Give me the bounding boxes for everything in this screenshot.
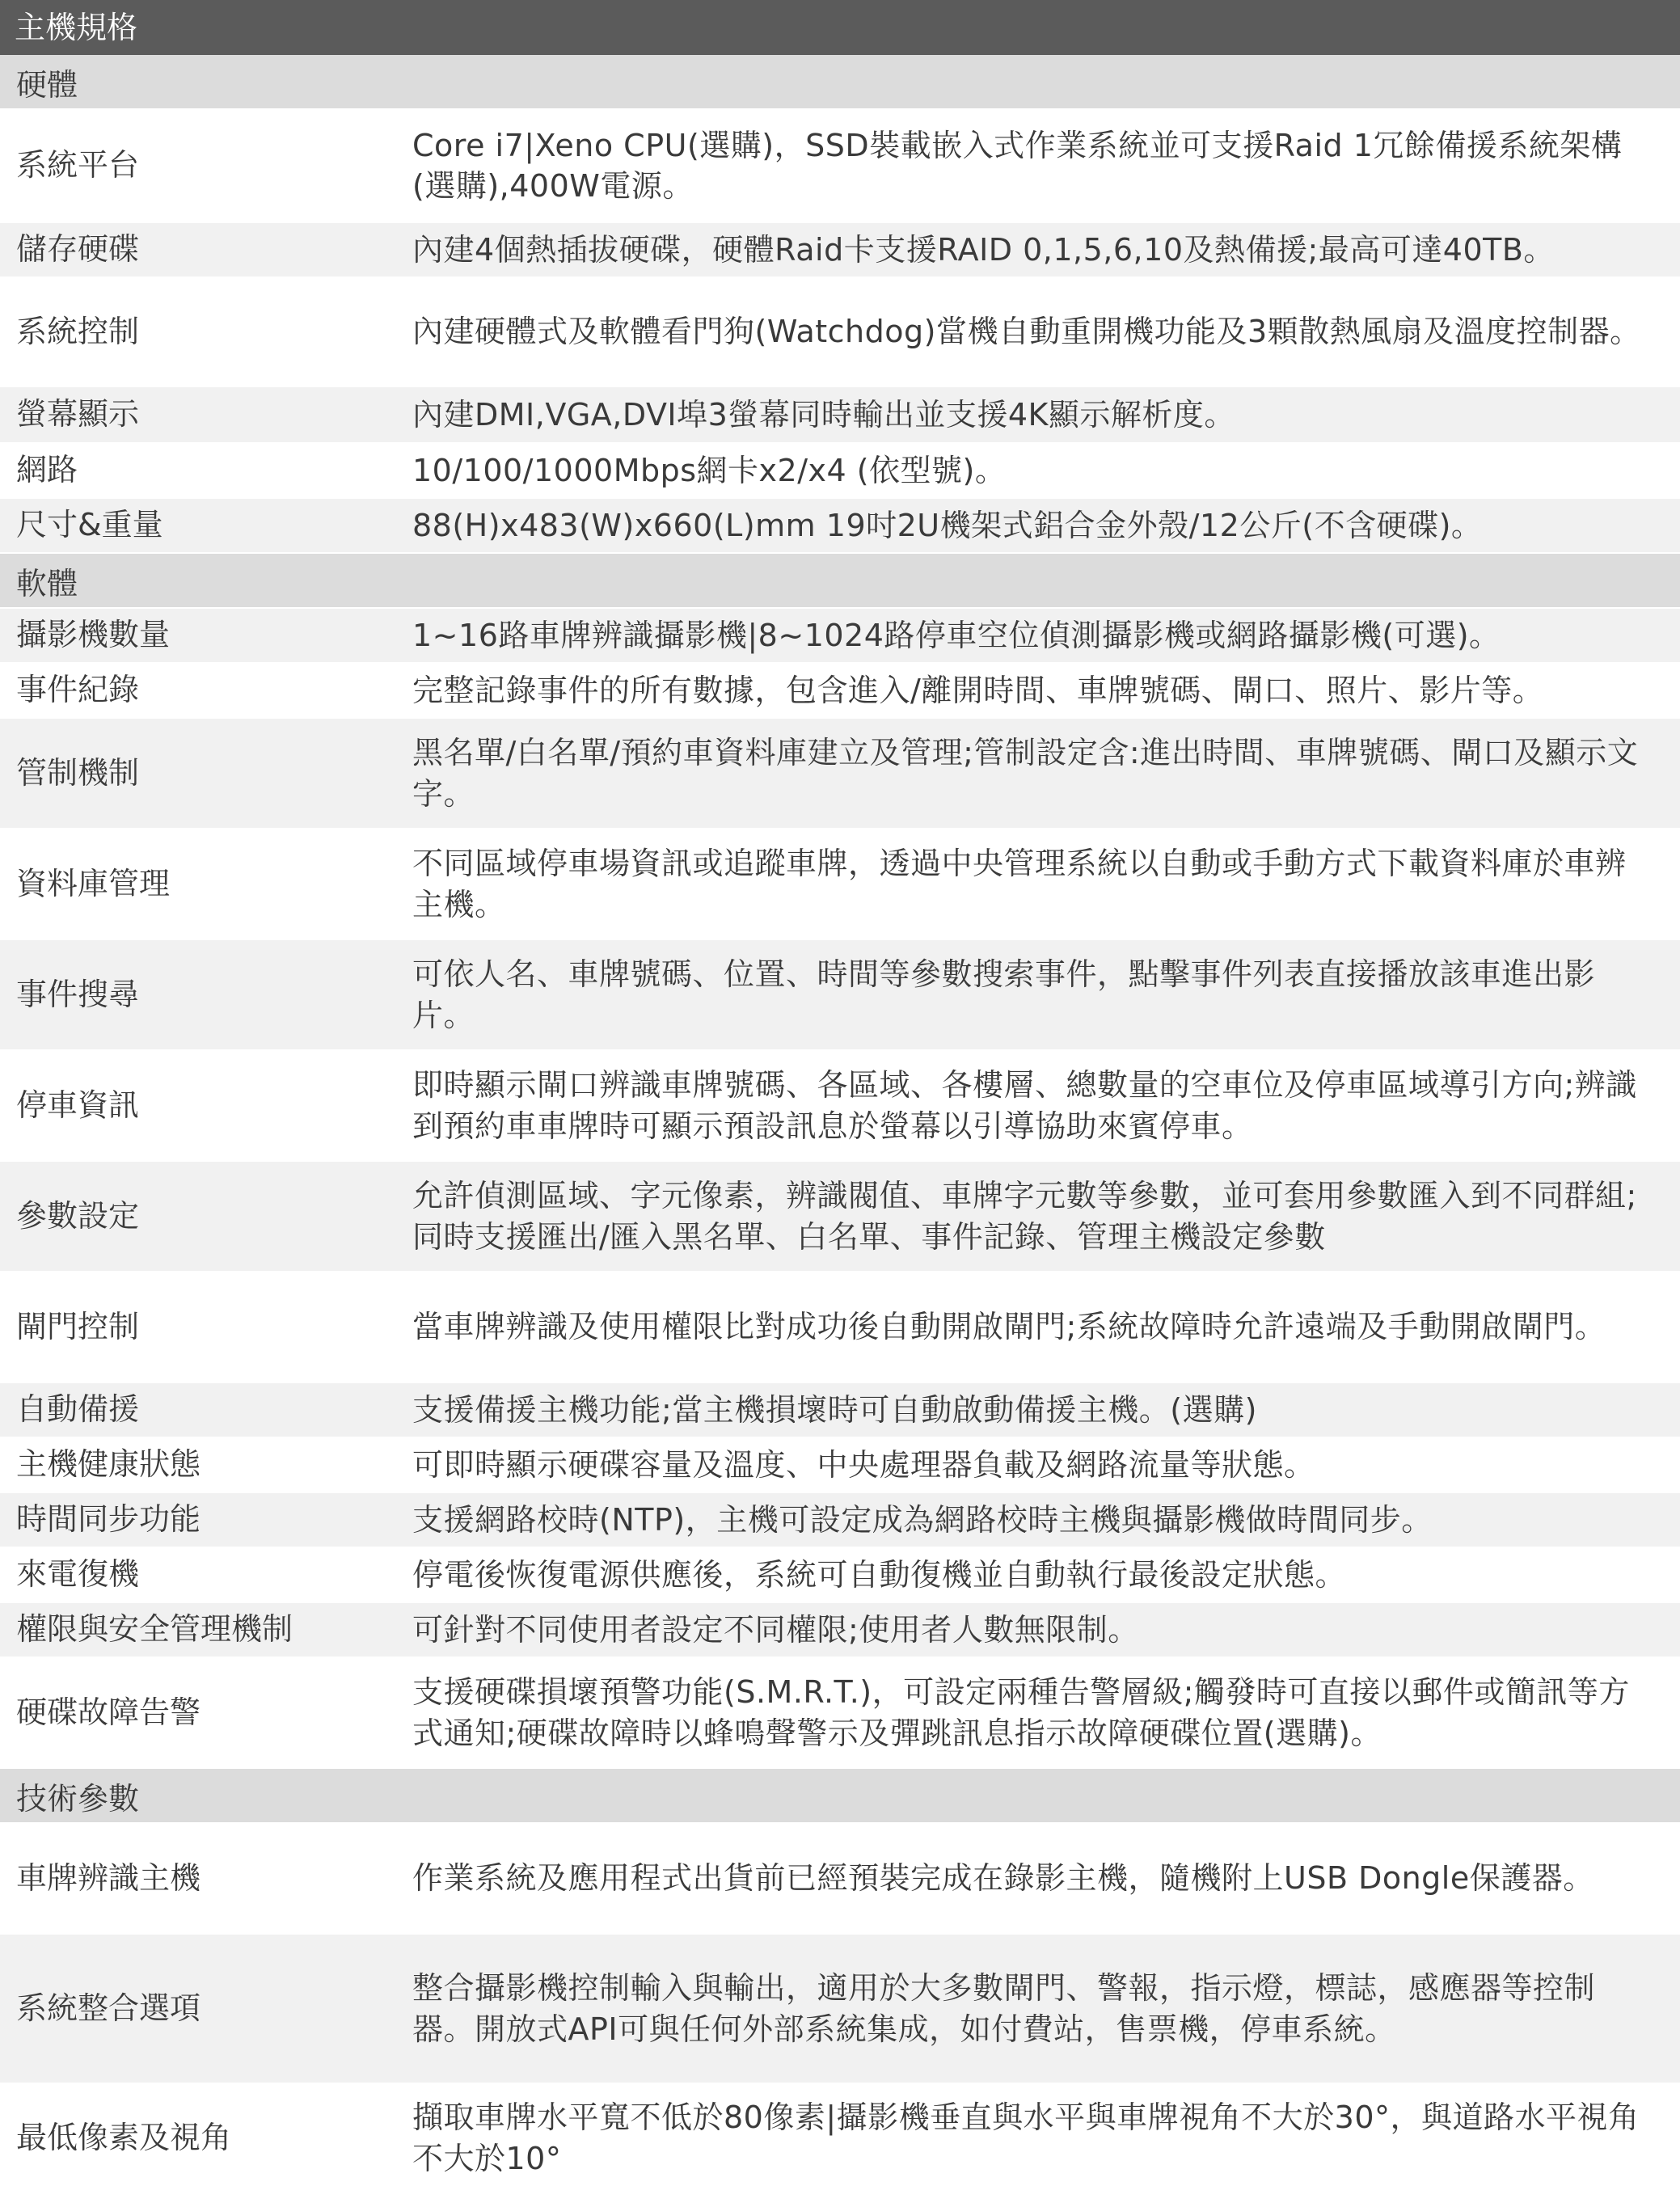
spec-row xyxy=(0,829,1680,940)
spec-row xyxy=(0,1548,1680,1603)
spec-value: 整合攝影機控制輸入與輸出，適用於大多數閘門、警報，指示燈，標誌，感應器等控制器。開放式API可與任何外部系統集成，如付費站，售票機，停車系統。 xyxy=(412,1970,1596,2047)
spec-label: 系統控制 xyxy=(16,313,140,349)
spec-row xyxy=(0,1935,1680,2084)
spec-row xyxy=(0,1162,1680,1272)
spec-value: 支援備援主機功能;當主機損壞時可自動啟動備援主機。(選購) xyxy=(412,1391,1257,1428)
spec-value: 支援網路校時(NTP)，主機可設定成為網路校時主機與攝影機做時間同步。 xyxy=(412,1501,1433,1538)
spec-value: 黑名單/白名單/預約車資料庫建立及管理;管制設定含:進出時間、車牌號碼、閘口及顯示文字。 xyxy=(412,735,1639,812)
spec-row xyxy=(0,1051,1680,1162)
spec-row xyxy=(0,719,1680,829)
spec-label: 主機健康狀態 xyxy=(16,1446,201,1483)
spec-row xyxy=(0,940,1680,1051)
spec-value: 當車牌辨識及使用權限比對成功後自動開啟閘門;系統故障時允許遠端及手動開啟閘門。 xyxy=(412,1309,1606,1345)
spec-row xyxy=(0,110,1680,223)
section-header-hardware: 硬體 xyxy=(0,55,1680,110)
spec-value: 可即時顯示硬碟容量及溫度、中央處理器負載及網路流量等狀態。 xyxy=(412,1446,1315,1483)
spec-value: 完整記錄事件的所有數據，包含進入/離開時間、車牌號碼、閘口、照片、影片等。 xyxy=(412,672,1544,708)
spec-row xyxy=(0,1603,1680,1658)
spec-row xyxy=(0,387,1680,444)
spec-row xyxy=(0,444,1680,499)
spec-value: Core i7|Xeno CPU(選購)，SSD裝載嵌入式作業系統並可支援Raid 1冗餘備援系統架構(選購),400W電源。 xyxy=(412,127,1623,204)
spec-label: 事件搜尋 xyxy=(16,976,140,1012)
spec-row xyxy=(0,1493,1680,1548)
spec-label: 尺寸&重量 xyxy=(16,507,163,543)
section-header-technical: 技術參數 xyxy=(0,1769,1680,1824)
spec-value: 內建硬體式及軟體看門狗(Watchdog)當機自動重開機功能及3顆散熱風扇及溫度控制器。 xyxy=(412,314,1641,350)
spec-label: 管制機制 xyxy=(16,754,140,791)
spec-label: 來電復機 xyxy=(16,1556,140,1593)
spec-value: 可針對不同使用者設定不同權限;使用者人數無限制。 xyxy=(412,1611,1139,1648)
spec-value: 88(H)x483(W)x660(L)mm 19吋2U機架式鋁合金外殼/12公斤(不含硬碟)。 xyxy=(412,507,1483,543)
spec-value: 擷取車牌水平寬不低於80像素|攝影機垂直與水平與車牌視角不大於30°，與道路水平視角不大於10° xyxy=(412,2100,1640,2176)
spec-label: 權限與安全管理機制 xyxy=(16,1611,293,1648)
spec-value: 作業系統及應用程式出貨前已經預裝完成在錄影主機，隨機附上USB Dongle保護器。 xyxy=(412,1860,1594,1897)
spec-label: 系統平台 xyxy=(16,147,140,184)
spec-label: 時間同步功能 xyxy=(16,1501,201,1538)
spec-label: 螢幕顯示 xyxy=(16,396,140,433)
spec-label: 事件紀錄 xyxy=(16,672,140,708)
spec-row xyxy=(0,1824,1680,1935)
spec-label: 系統整合選項 xyxy=(16,1990,201,2026)
spec-label: 參數設定 xyxy=(16,1197,140,1234)
spec-row xyxy=(0,278,1680,387)
spec-value: 停電後恢復電源供應後，系統可自動復機並自動執行最後設定狀態。 xyxy=(412,1556,1347,1593)
spec-row xyxy=(0,2084,1680,2193)
spec-value: 允許偵測區域、字元像素，辨識閥值、車牌字元數等參數，並可套用參數匯入到不同群組;同時支援匯出/匯入黑名單、白名單、事件記錄、管理主機設定參數 xyxy=(412,1178,1637,1255)
spec-row xyxy=(0,1438,1680,1493)
spec-label: 閘門控制 xyxy=(16,1308,140,1344)
spec-row xyxy=(0,609,1680,664)
spec-row xyxy=(0,1383,1680,1438)
spec-value: 1~16路車牌辨識攝影機|8~1024路停車空位偵測攝影機或網路攝影機(可選)。 xyxy=(412,617,1501,653)
spec-label: 資料庫管理 xyxy=(16,865,171,901)
spec-value: 內建4個熱插拔硬碟，硬體Raid卡支援RAID 0,1,5,6,10及熱備援;最高可達40TB。 xyxy=(412,231,1555,268)
spec-label: 停車資訊 xyxy=(16,1087,140,1123)
spec-row xyxy=(0,223,1680,278)
spec-row xyxy=(0,1658,1680,1769)
spec-row xyxy=(0,1272,1680,1383)
spec-label: 網路 xyxy=(16,452,78,488)
spec-value: 可依人名、車牌號碼、位置、時間等參數搜索事件，點擊事件列表直接播放該車進出影片。 xyxy=(412,956,1596,1033)
spec-value: 10/100/1000Mbps網卡x2/x4 (依型號)。 xyxy=(412,452,1007,488)
spec-label: 攝影機數量 xyxy=(16,617,171,653)
spec-label: 自動備援 xyxy=(16,1391,140,1428)
spec-row xyxy=(0,664,1680,719)
spec-row xyxy=(0,499,1680,554)
spec-label: 最低像素及視角 xyxy=(16,2119,232,2155)
spec-value: 支援硬碟損壞預警功能(S.M.R.T.)，可設定兩種告警層級;觸發時可直接以郵件或簡訊等方式通知;硬碟故障時以蜂鳴聲警示及彈跳訊息指示故障硬碟位置(選購)。 xyxy=(412,1674,1630,1751)
section-header-software: 軟體 xyxy=(0,554,1680,609)
spec-label: 硬碟故障告警 xyxy=(16,1694,201,1730)
spec-value: 不同區域停車場資訊或追蹤車牌，透過中央管理系統以自動或手動方式下載資料庫於車辨主機。 xyxy=(412,846,1627,922)
table-title: 主機規格 xyxy=(0,0,1680,55)
spec-value: 內建DMI,VGA,DVI埠3螢幕同時輸出並支援4K顯示解析度。 xyxy=(412,396,1235,433)
spec-value: 即時顯示閘口辨識車牌號碼、各區域、各樓層、總數量的空車位及停車區域導引方向;辨識到預約車車牌時可顯示預設訊息於螢幕以引導協助來賓停車。 xyxy=(412,1067,1637,1144)
spec-label: 車牌辨識主機 xyxy=(16,1859,201,1896)
spec-label: 儲存硬碟 xyxy=(16,231,140,268)
